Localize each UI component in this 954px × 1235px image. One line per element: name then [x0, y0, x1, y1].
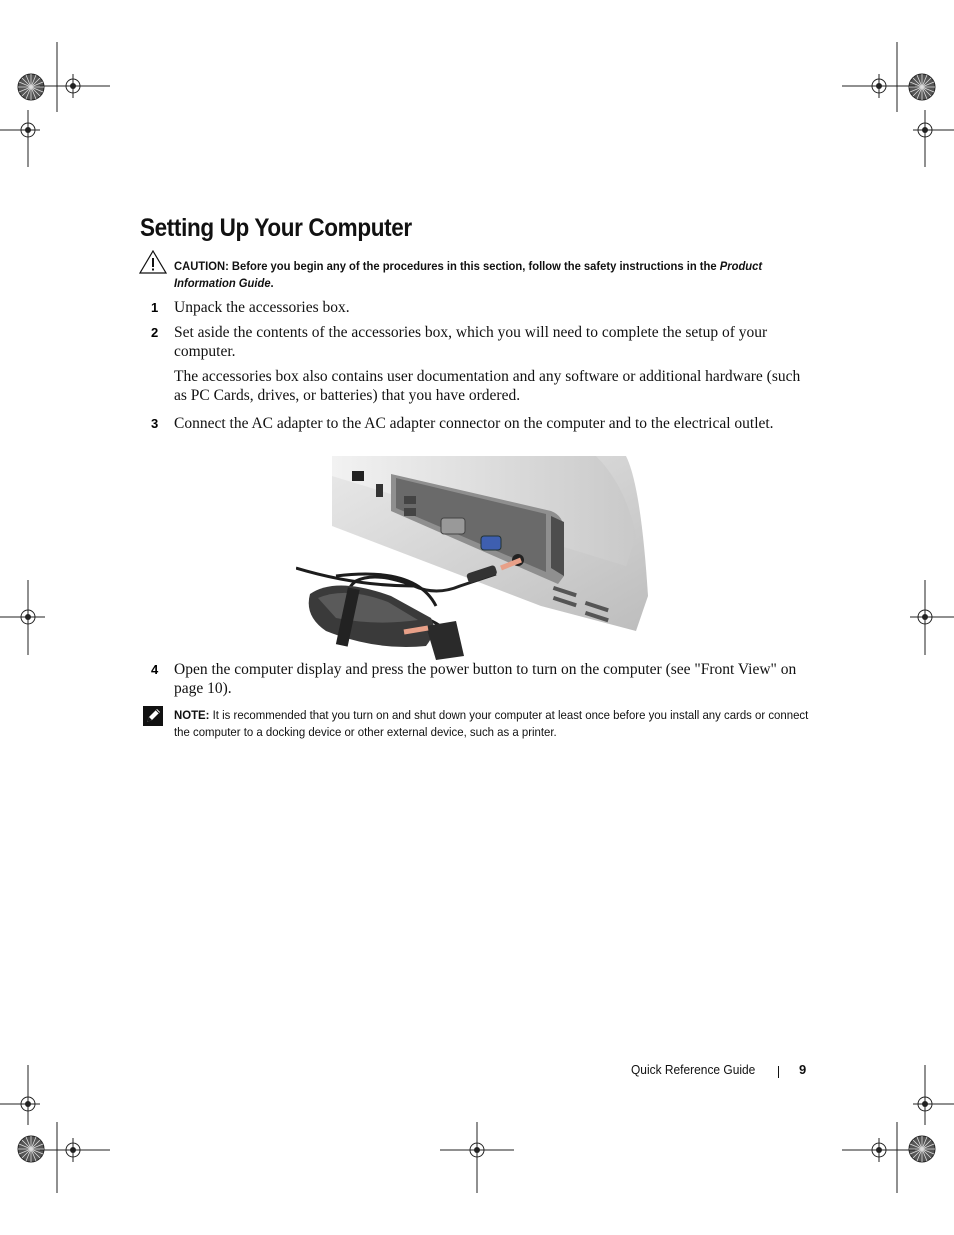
step-number-2: 2: [151, 325, 159, 340]
caution-triangle-icon: [139, 250, 167, 274]
step-2-extra: The accessories box also contains user documentation and any software or additional hardware (such as PC Cards, drives, or batteries) that you have ordered.: [174, 368, 801, 404]
step-number-4: 4: [151, 662, 159, 677]
caution-body: Before you begin any of the procedures in this section, follow the safety instructions in the: [231, 259, 720, 273]
caution-label: CAUTION:: [174, 259, 229, 273]
caution-end: .: [270, 276, 274, 290]
footer-separator: [778, 1066, 779, 1078]
page-title: Setting Up Your Computer: [140, 214, 412, 242]
step-number-3: 3: [151, 416, 159, 431]
note-pencil-icon: [142, 705, 164, 727]
note-text: [174, 707, 818, 741]
step-text-2: Set aside the contents of the accessories box, which you will need to complete the setup of your computer.: [174, 324, 768, 360]
step-text-4: Open the computer display and press the power button to turn on the computer (see "Front View" on page 10).: [174, 661, 797, 697]
caution-guide-name: Product Information Guide: [174, 259, 763, 290]
note-label: NOTE:: [174, 708, 210, 722]
footer-guide-name: Quick Reference Guide: [631, 1062, 756, 1077]
caution-text: [174, 258, 818, 292]
laptop-ac-adapter-illustration: [296, 456, 656, 660]
note-body: It is recommended that you turn on and shut down your computer at least once before you install any cards or connect the computer to a docking device or other external device, such as a printer.: [174, 708, 809, 739]
step-text-3: Connect the AC adapter to the AC adapter connector on the computer and to the electrical outlet.: [174, 415, 774, 432]
step-number-1: 1: [151, 300, 159, 315]
step-text-1: Unpack the accessories box.: [174, 299, 350, 316]
page-number: 9: [799, 1062, 807, 1077]
